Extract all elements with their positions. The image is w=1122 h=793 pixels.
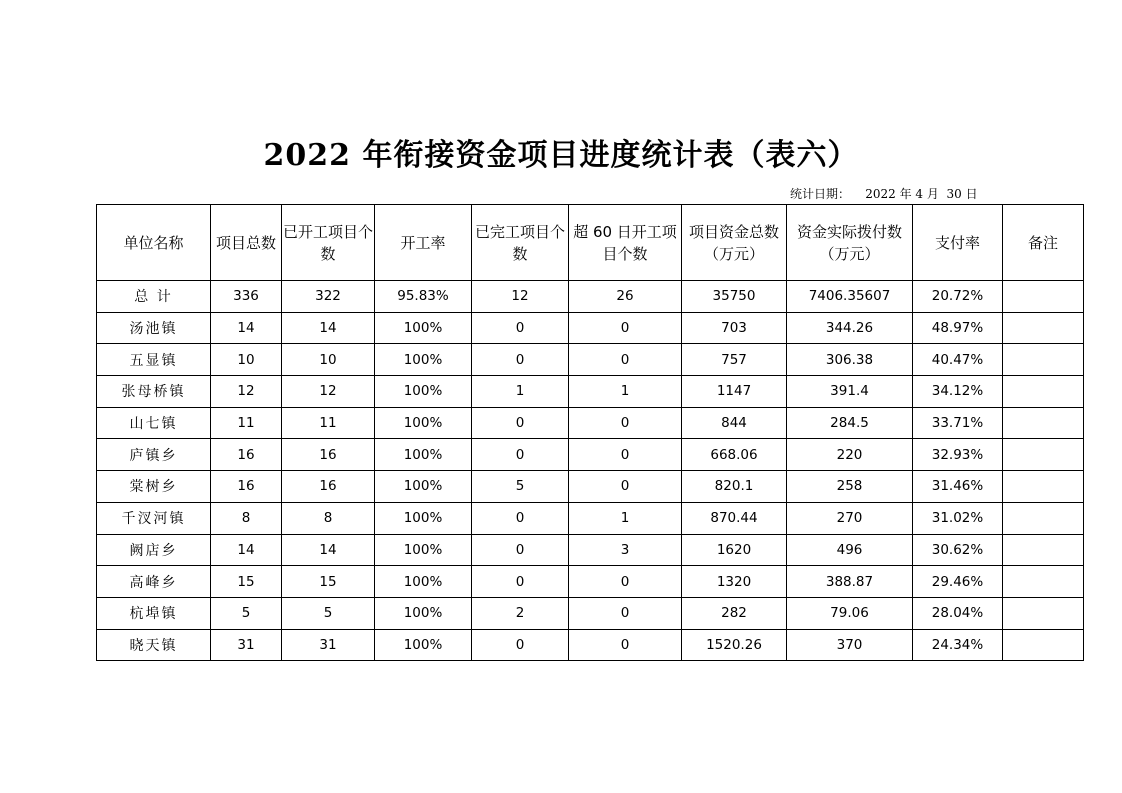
cell-funds-paid: 344.26	[787, 312, 913, 344]
cell-pay-rate: 29.46%	[913, 566, 1003, 598]
cell-started: 8	[282, 502, 375, 534]
cell-completed: 0	[472, 439, 569, 471]
header-started: 已开工项目个数	[282, 205, 375, 281]
cell-funds-total: 35750	[682, 281, 787, 313]
cell-pay-rate: 32.93%	[913, 439, 1003, 471]
cell-total: 5	[211, 597, 282, 629]
cell-started: 15	[282, 566, 375, 598]
cell-unit: 杭埠镇	[97, 597, 211, 629]
cell-start-rate: 100%	[375, 502, 472, 534]
cell-completed: 2	[472, 597, 569, 629]
cell-funds-total: 1620	[682, 534, 787, 566]
page-title: 2022 年衔接资金项目进度统计表（表六）	[263, 138, 859, 173]
cell-funds-paid: 306.38	[787, 344, 913, 376]
cell-total: 14	[211, 534, 282, 566]
cell-remark	[1003, 471, 1084, 503]
cell-funds-total: 1520.26	[682, 629, 787, 661]
cell-funds-paid: 496	[787, 534, 913, 566]
cell-over60: 0	[569, 629, 682, 661]
cell-total: 8	[211, 502, 282, 534]
cell-funds-total: 1320	[682, 566, 787, 598]
cell-over60: 0	[569, 344, 682, 376]
cell-pay-rate: 34.12%	[913, 376, 1003, 408]
table-row	[97, 566, 1084, 598]
cell-completed: 0	[472, 407, 569, 439]
cell-started: 16	[282, 439, 375, 471]
cell-completed: 1	[472, 376, 569, 408]
cell-unit: 晓天镇	[97, 629, 211, 661]
cell-remark	[1003, 534, 1084, 566]
cell-start-rate: 100%	[375, 312, 472, 344]
cell-remark	[1003, 407, 1084, 439]
cell-start-rate: 100%	[375, 344, 472, 376]
cell-completed: 0	[472, 312, 569, 344]
cell-completed: 0	[472, 566, 569, 598]
cell-funds-paid: 258	[787, 471, 913, 503]
cell-total: 11	[211, 407, 282, 439]
cell-start-rate: 100%	[375, 534, 472, 566]
cell-total: 10	[211, 344, 282, 376]
cell-over60: 0	[569, 407, 682, 439]
cell-total: 14	[211, 312, 282, 344]
total-row	[97, 281, 1084, 313]
cell-start-rate: 95.83%	[375, 281, 472, 313]
cell-completed: 0	[472, 534, 569, 566]
cell-started: 31	[282, 629, 375, 661]
cell-start-rate: 100%	[375, 566, 472, 598]
cell-pay-rate: 28.04%	[913, 597, 1003, 629]
cell-remark	[1003, 502, 1084, 534]
header-over60: 超 60 日开工项目个数	[569, 205, 682, 281]
cell-over60: 1	[569, 502, 682, 534]
cell-completed: 0	[472, 344, 569, 376]
table-row	[97, 376, 1084, 408]
cell-over60: 26	[569, 281, 682, 313]
cell-funds-total: 668.06	[682, 439, 787, 471]
header-funds-paid: 资金实际拨付数（万元）	[787, 205, 913, 281]
cell-start-rate: 100%	[375, 376, 472, 408]
cell-total: 336	[211, 281, 282, 313]
cell-funds-paid: 270	[787, 502, 913, 534]
cell-started: 16	[282, 471, 375, 503]
cell-unit: 高峰乡	[97, 566, 211, 598]
cell-remark	[1003, 344, 1084, 376]
table-row	[97, 407, 1084, 439]
cell-remark	[1003, 281, 1084, 313]
cell-over60: 0	[569, 312, 682, 344]
cell-funds-total: 1147	[682, 376, 787, 408]
cell-total: 15	[211, 566, 282, 598]
cell-funds-paid: 284.5	[787, 407, 913, 439]
cell-unit: 五显镇	[97, 344, 211, 376]
cell-pay-rate: 33.71%	[913, 407, 1003, 439]
cell-total: 16	[211, 439, 282, 471]
header-row	[97, 205, 1084, 281]
cell-pay-rate: 20.72%	[913, 281, 1003, 313]
cell-total: 12	[211, 376, 282, 408]
cell-unit: 汤池镇	[97, 312, 211, 344]
cell-completed: 5	[472, 471, 569, 503]
cell-total: 16	[211, 471, 282, 503]
header-total: 项目总数	[211, 205, 282, 281]
cell-start-rate: 100%	[375, 439, 472, 471]
cell-completed: 0	[472, 629, 569, 661]
header-funds-total: 项目资金总数（万元）	[682, 205, 787, 281]
cell-unit: 千汊河镇	[97, 502, 211, 534]
header-start-rate: 开工率	[375, 205, 472, 281]
cell-over60: 3	[569, 534, 682, 566]
cell-started: 12	[282, 376, 375, 408]
cell-completed: 0	[472, 502, 569, 534]
cell-funds-paid: 370	[787, 629, 913, 661]
cell-completed: 12	[472, 281, 569, 313]
cell-started: 10	[282, 344, 375, 376]
cell-unit: 山七镇	[97, 407, 211, 439]
cell-unit: 阙店乡	[97, 534, 211, 566]
cell-pay-rate: 24.34%	[913, 629, 1003, 661]
cell-funds-total: 703	[682, 312, 787, 344]
cell-over60: 0	[569, 439, 682, 471]
statistics-date: 统计日期： 2022 年 4 月 30 日	[790, 187, 978, 201]
cell-over60: 0	[569, 597, 682, 629]
cell-start-rate: 100%	[375, 629, 472, 661]
cell-remark	[1003, 629, 1084, 661]
table-row	[97, 471, 1084, 503]
cell-funds-paid: 388.87	[787, 566, 913, 598]
cell-total: 31	[211, 629, 282, 661]
cell-started: 14	[282, 534, 375, 566]
cell-remark	[1003, 312, 1084, 344]
table-row	[97, 502, 1084, 534]
cell-start-rate: 100%	[375, 407, 472, 439]
cell-funds-paid: 7406.35607	[787, 281, 913, 313]
cell-funds-paid: 79.06	[787, 597, 913, 629]
cell-remark	[1003, 566, 1084, 598]
header-pay-rate: 支付率	[913, 205, 1003, 281]
cell-funds-total: 844	[682, 407, 787, 439]
cell-pay-rate: 31.02%	[913, 502, 1003, 534]
cell-remark	[1003, 597, 1084, 629]
cell-pay-rate: 40.47%	[913, 344, 1003, 376]
cell-funds-total: 757	[682, 344, 787, 376]
table-row	[97, 439, 1084, 471]
cell-over60: 0	[569, 566, 682, 598]
cell-over60: 0	[569, 471, 682, 503]
header-completed: 已完工项目个数	[472, 205, 569, 281]
cell-over60: 1	[569, 376, 682, 408]
header-unit: 单位名称	[97, 205, 211, 281]
cell-pay-rate: 31.46%	[913, 471, 1003, 503]
table-row	[97, 629, 1084, 661]
table-body	[97, 281, 1084, 661]
header-remark: 备注	[1003, 205, 1084, 281]
progress-table	[96, 204, 1084, 661]
cell-unit: 棠树乡	[97, 471, 211, 503]
cell-unit: 总 计	[97, 281, 211, 313]
cell-remark	[1003, 439, 1084, 471]
table-row	[97, 312, 1084, 344]
cell-unit: 张母桥镇	[97, 376, 211, 408]
cell-remark	[1003, 376, 1084, 408]
cell-started: 11	[282, 407, 375, 439]
cell-started: 322	[282, 281, 375, 313]
cell-started: 14	[282, 312, 375, 344]
cell-start-rate: 100%	[375, 597, 472, 629]
cell-start-rate: 100%	[375, 471, 472, 503]
cell-funds-total: 870.44	[682, 502, 787, 534]
table-row	[97, 534, 1084, 566]
cell-started: 5	[282, 597, 375, 629]
cell-pay-rate: 48.97%	[913, 312, 1003, 344]
cell-unit: 庐镇乡	[97, 439, 211, 471]
table-row	[97, 597, 1084, 629]
cell-funds-total: 820.1	[682, 471, 787, 503]
table-row	[97, 344, 1084, 376]
cell-pay-rate: 30.62%	[913, 534, 1003, 566]
cell-funds-paid: 391.4	[787, 376, 913, 408]
cell-funds-total: 282	[682, 597, 787, 629]
cell-funds-paid: 220	[787, 439, 913, 471]
